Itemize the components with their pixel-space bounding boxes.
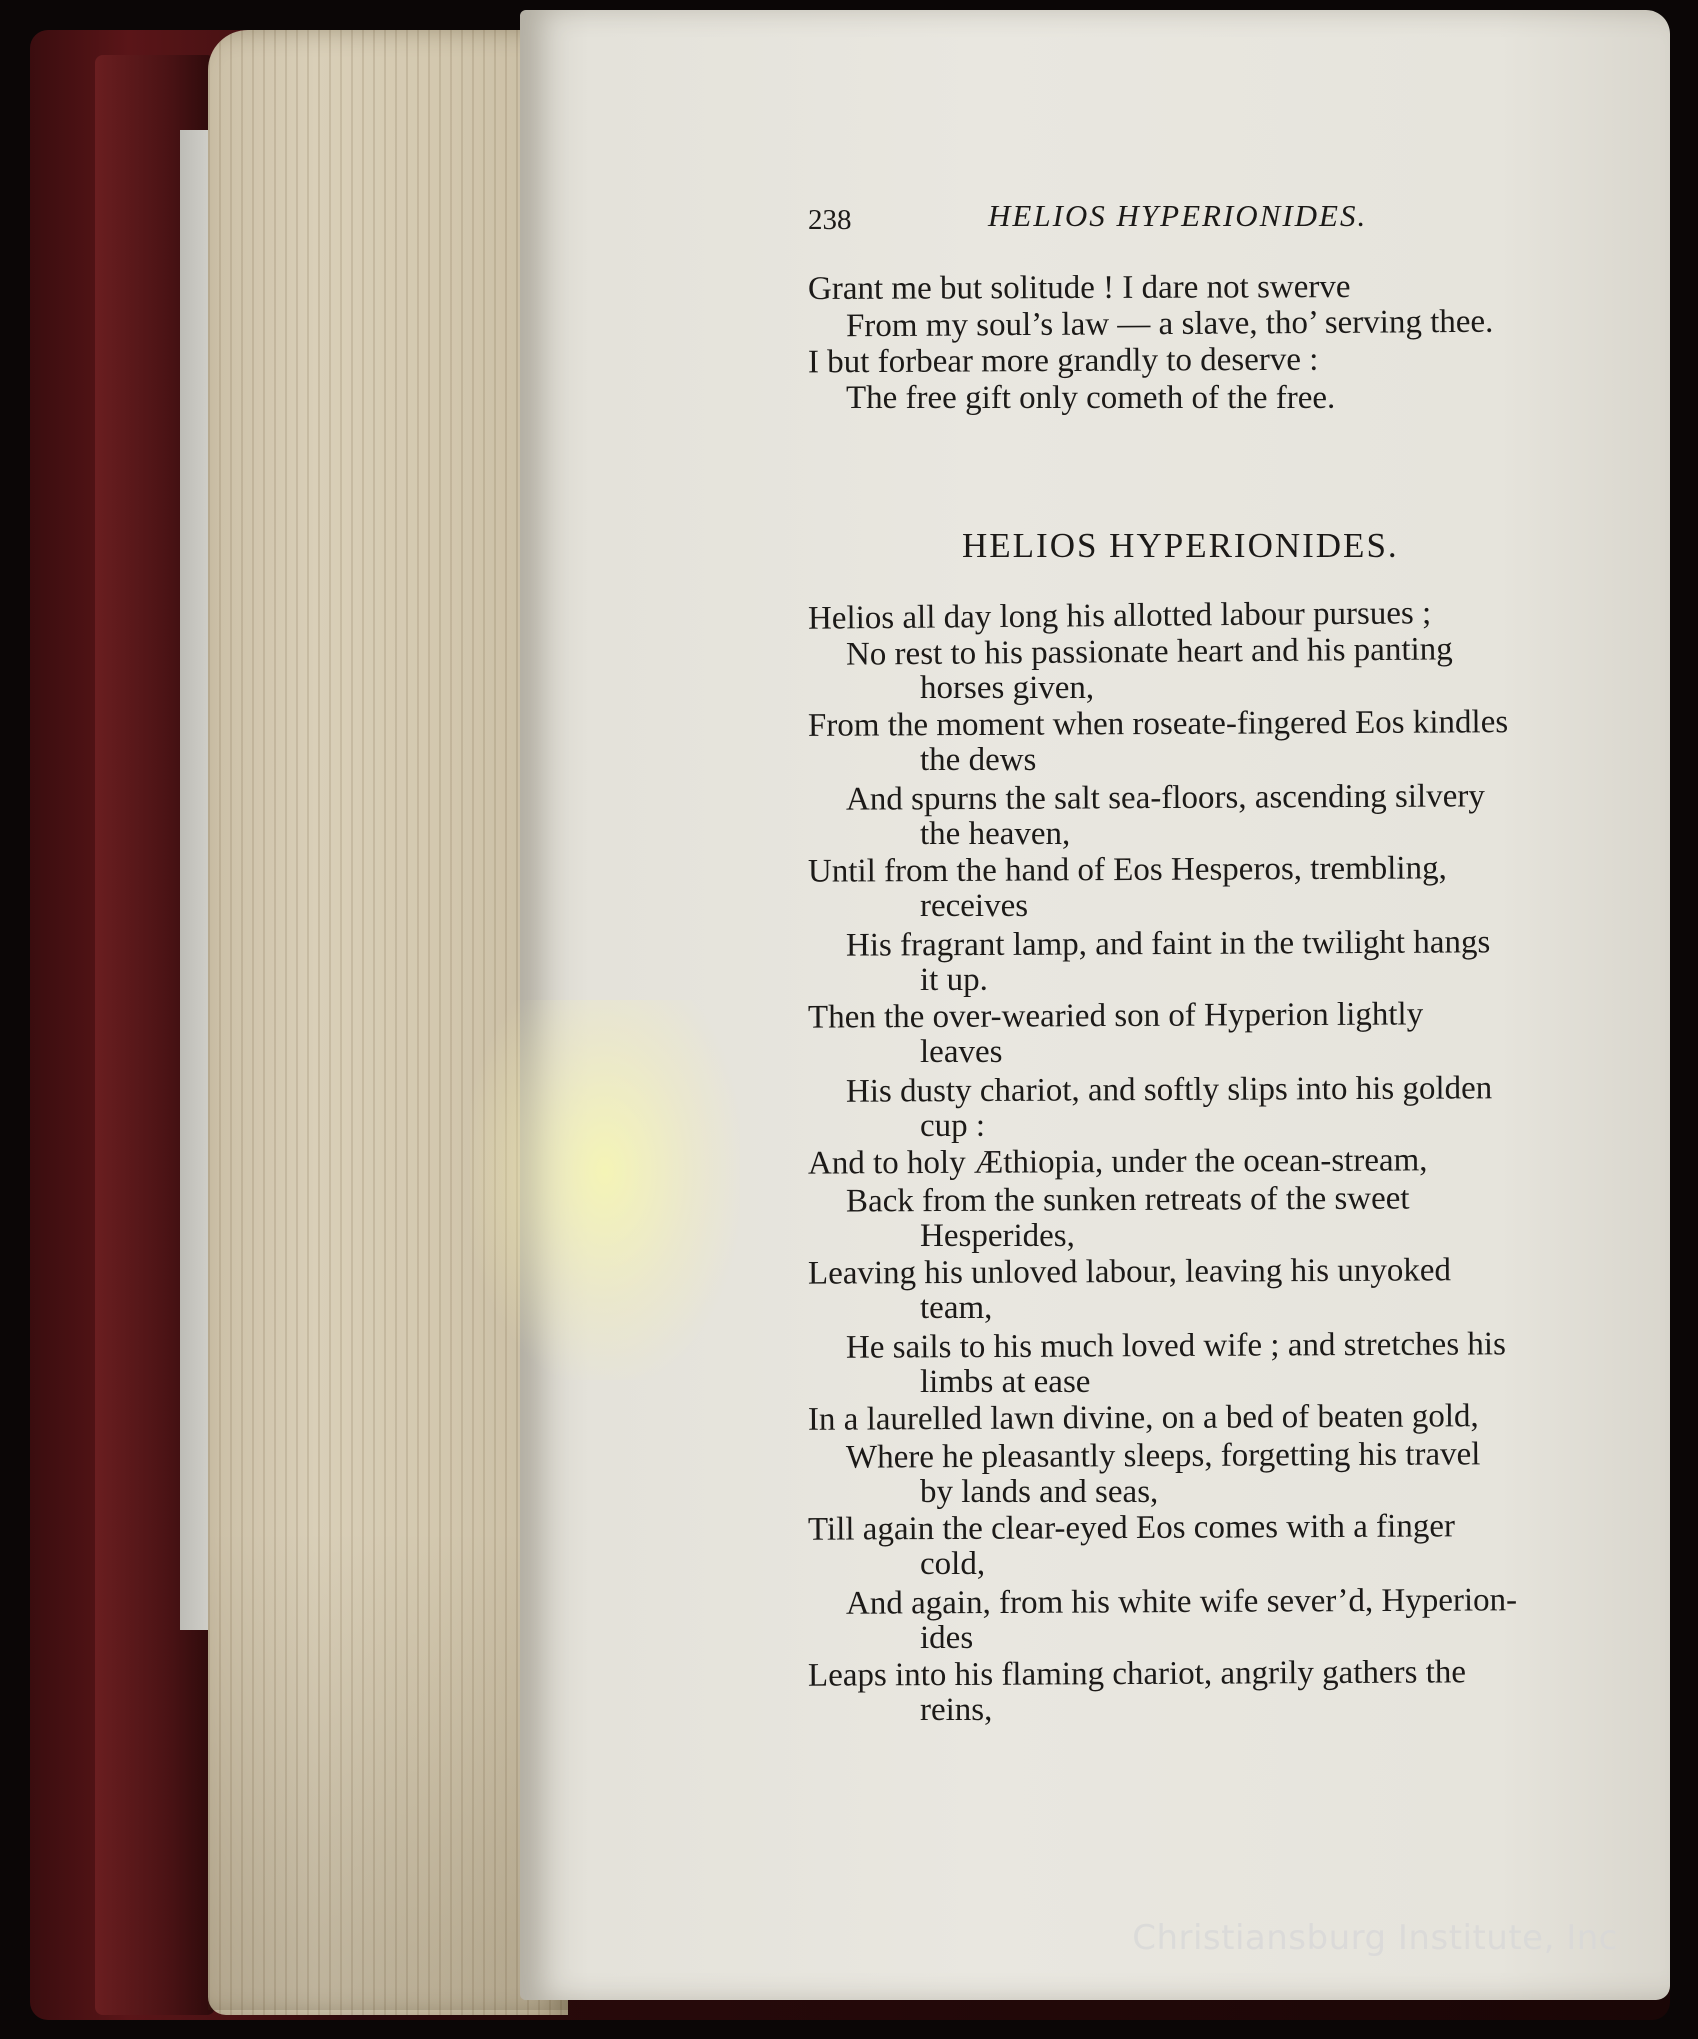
light-glare: [470, 1000, 740, 1380]
watermark: Christiansburg Institute, Inc: [1132, 1918, 1618, 1958]
poem-line: team,: [920, 1290, 993, 1326]
poem-line: Hesperides,: [920, 1218, 1075, 1254]
poem-line: cup :: [920, 1108, 986, 1144]
poem-line: by lands and seas,: [920, 1474, 1159, 1510]
poem-line: Leaving his unloved labour, leaving his unyoked: [807, 1252, 1452, 1292]
page-block-shadow: [208, 1530, 568, 2010]
poem-line: Where he pleasantly sleeps, forgetting his travel: [845, 1436, 1481, 1476]
poem-line: From the moment when roseate-fingered Eos kindles: [807, 704, 1509, 744]
poem-line: Till again the clear-eyed Eos comes with a finger: [807, 1508, 1456, 1548]
poem-line: And to holy Æthiopia, under the ocean-stream,: [807, 1142, 1428, 1182]
poem-line: it up.: [920, 962, 988, 998]
poem-line: ides: [920, 1620, 974, 1656]
poem-line: horses given,: [920, 670, 1095, 706]
page-number: 238: [808, 204, 852, 236]
poem-line: And spurns the salt sea-floors, ascending silvery: [845, 778, 1485, 818]
poem-line: No rest to his passionate heart and his panting: [845, 631, 1453, 673]
poem-line: And again, from his white wife sever’d, Hyperion-: [845, 1582, 1518, 1622]
prev-poem-line: From my soul’s law — a slave, tho’ serving thee.: [845, 303, 1494, 345]
poem-line: Helios all day long his allotted labour pursues ;: [807, 595, 1432, 637]
poem-line: the dews: [920, 742, 1037, 778]
poem-line: His dusty chariot, and softly slips into his golden: [845, 1070, 1493, 1110]
poem-line: receives: [920, 888, 1029, 924]
poem-line: reins,: [920, 1692, 993, 1728]
poem-line: He sails to his much loved wife ; and stretches his: [845, 1326, 1506, 1366]
poem-line: the heaven,: [920, 816, 1071, 852]
prev-poem-line: I but forbear more grandly to deserve :: [807, 341, 1319, 381]
poem-line: Back from the sunken retreats of the sweet: [845, 1180, 1410, 1220]
poem-line: limbs at ease: [920, 1364, 1091, 1400]
poem-line: leaves: [920, 1034, 1003, 1070]
poem-line: Leaps into his flaming chariot, angrily gathers the: [807, 1654, 1467, 1694]
running-title: HELIOS HYPERIONIDES.: [988, 198, 1368, 233]
poem-line: Then the over-wearied son of Hyperion lightly: [807, 996, 1424, 1036]
prev-poem-line: The free gift only cometh of the free.: [846, 380, 1336, 416]
poem-line: cold,: [920, 1546, 986, 1582]
poem-line: In a laurelled lawn divine, on a bed of beaten gold,: [807, 1398, 1479, 1438]
poem-line: His fragrant lamp, and faint in the twilight hangs: [845, 924, 1491, 964]
prev-poem-line: Grant me but solitude ! I dare not swerve: [807, 269, 1351, 307]
poem-line: Until from the hand of Eos Hesperos, trembling,: [807, 850, 1447, 890]
poem-title: HELIOS HYPERIONIDES.: [962, 526, 1399, 565]
